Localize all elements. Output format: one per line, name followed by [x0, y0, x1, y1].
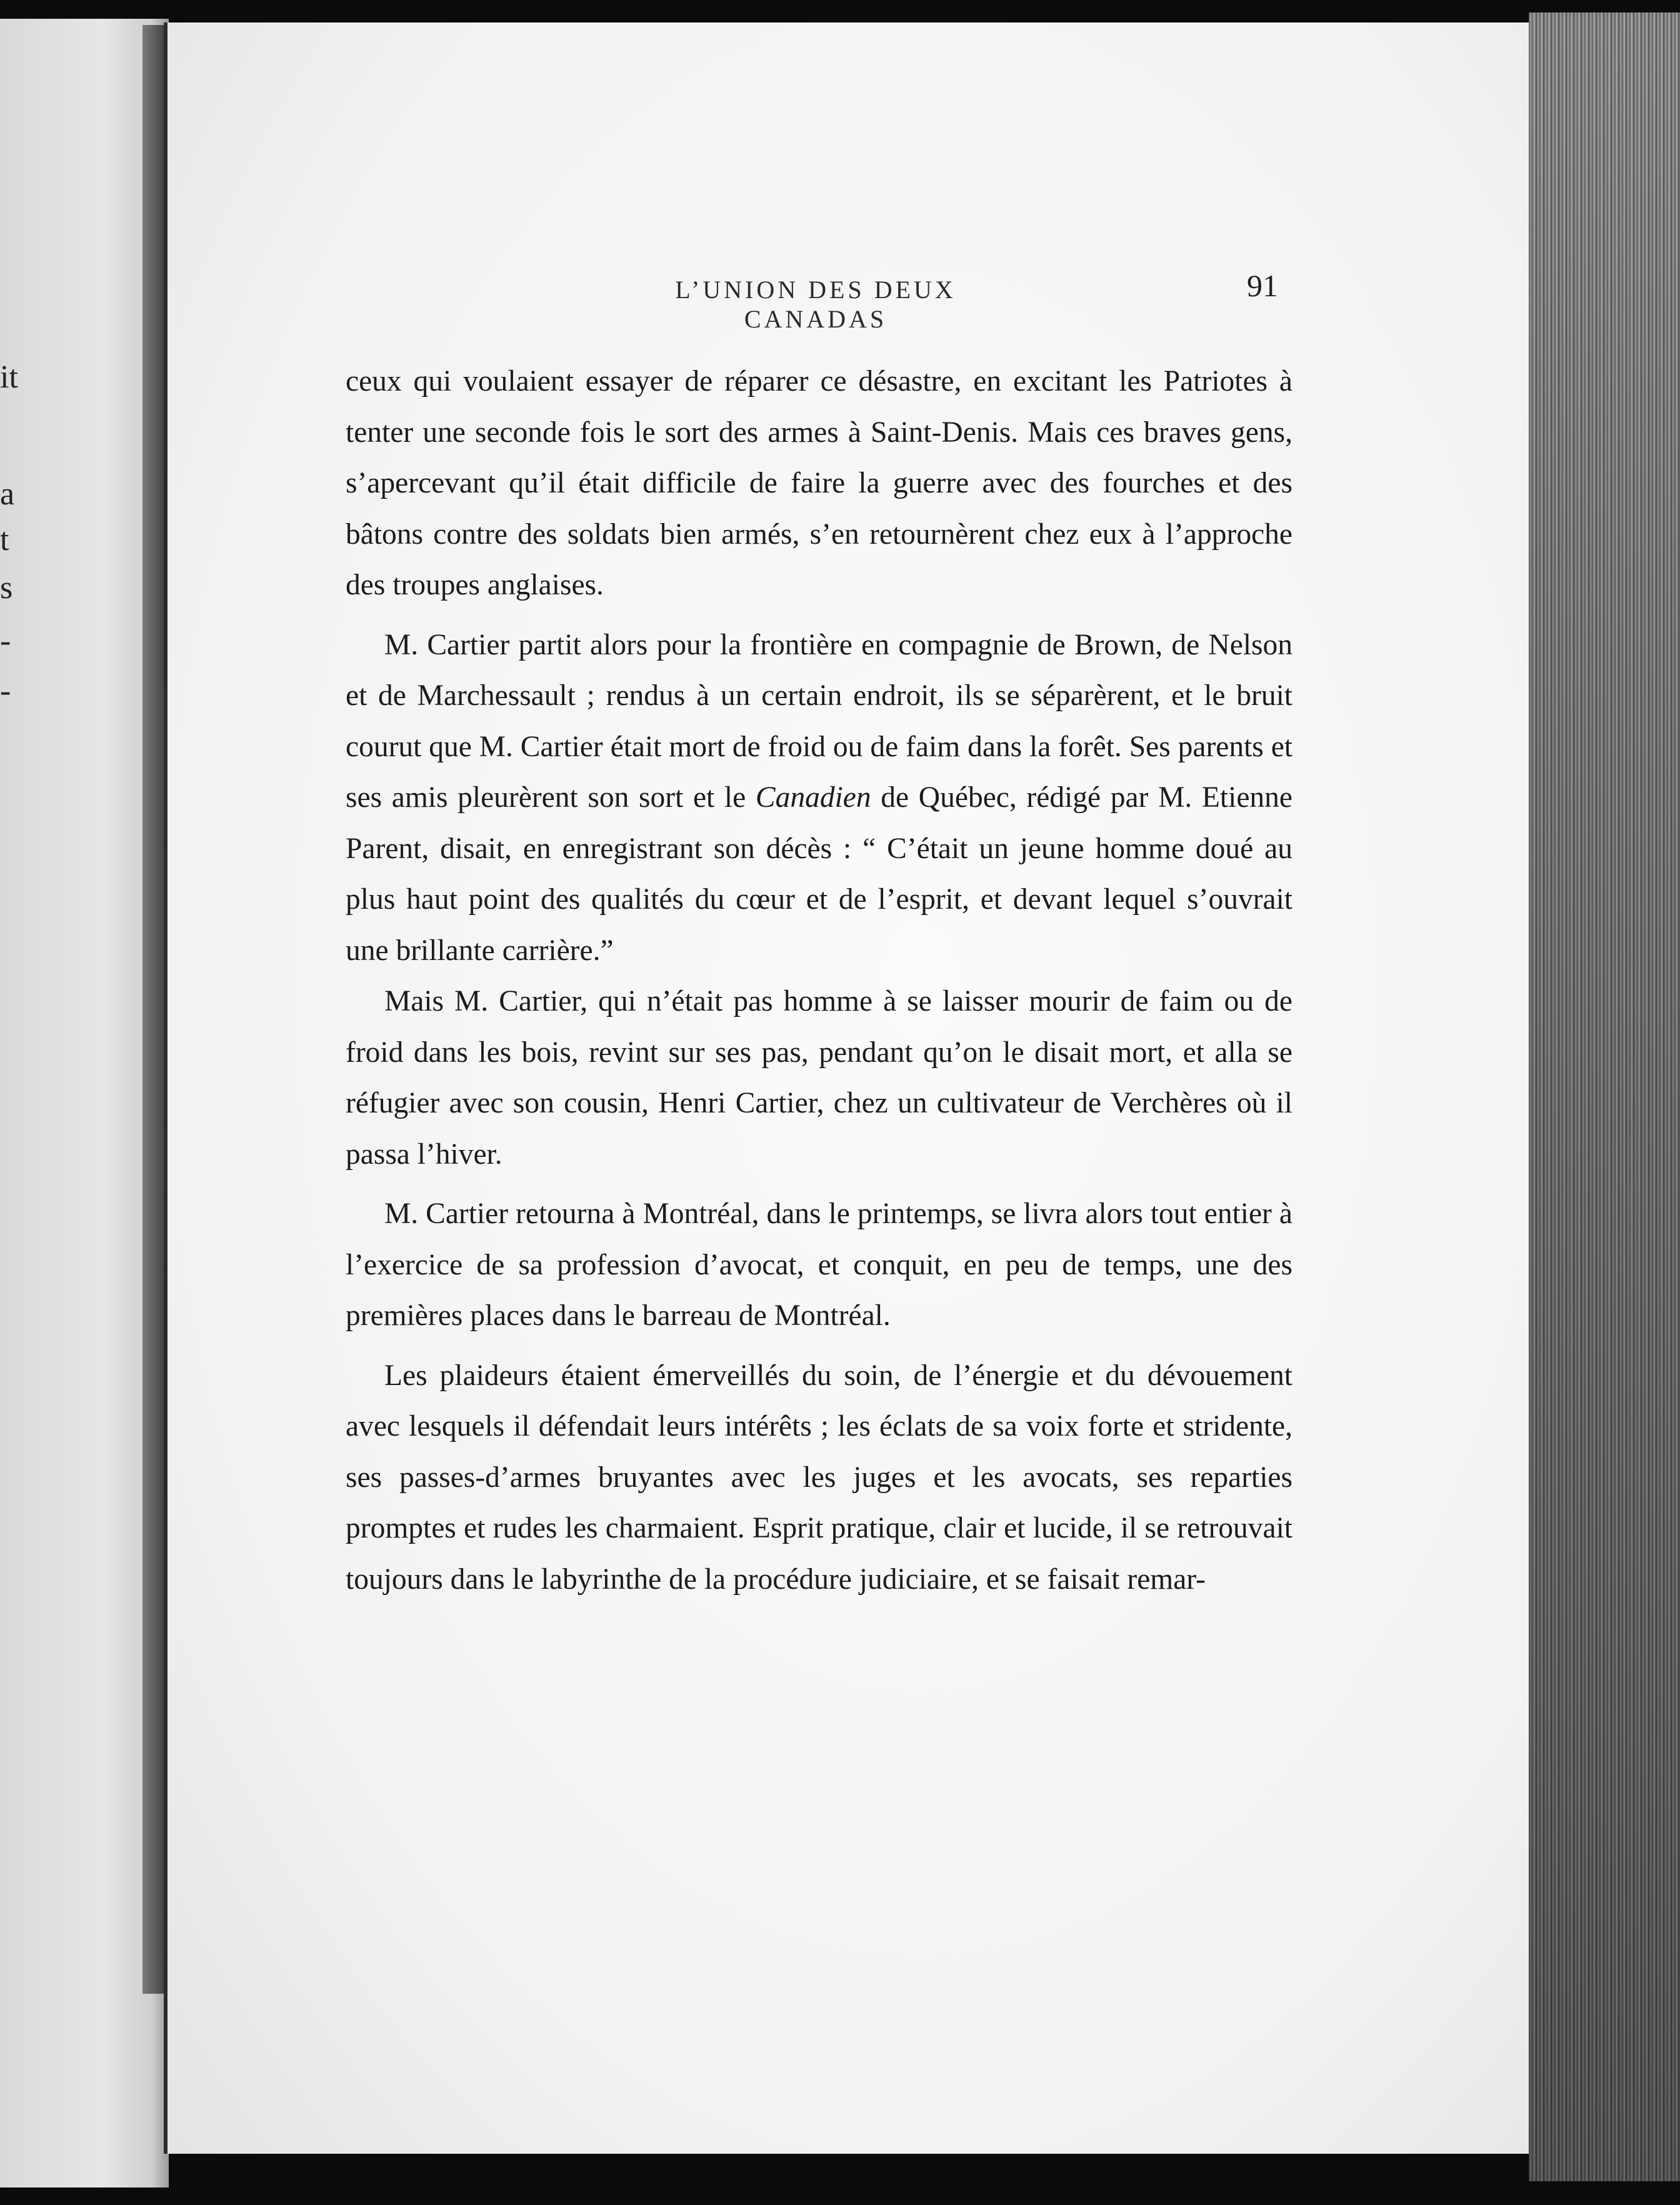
paragraph-text: de Québec, rédigé par M. Etienne Parent, disait, en enregistrant son décès : “ C’était un jeune homme doué au plus haut point des qualités du cœur et de l’esprit, et devant lequel s’ouvrait une brillante carrière.” — [346, 781, 1292, 967]
paragraph: Mais M. Cartier, qui n’était pas homme à se laisser mourir de faim ou de froid dans les bois, revint sur ses pas, pendant qu’on le disait mort, et alla se réfugier avec son cousin, Henri Cartier, chez un cultivateur de Verchères où il passa l’hiver. — [346, 985, 1292, 1171]
left-page-fragment: a — [0, 476, 15, 512]
left-page-fragment: s — [0, 570, 13, 606]
left-page-fragment: t — [0, 522, 9, 558]
running-head: L’UNION DES DEUX CANADAS — [675, 276, 956, 333]
body-text — [346, 356, 1292, 1605]
page-number: 91 — [1247, 268, 1278, 303]
paragraph: ceux qui voulaient essayer de réparer ce désastre, en excitant les Patriotes à tenter une seconde fois le sort des armes à Saint-Denis. Mais ces braves gens, s’apercevant qu’il était difficile de faire la guerre avec des fourches et des bâtons contre des soldats bien armés, s’en retournèrent chez eux à l’approche des troupes anglaises. — [346, 365, 1292, 601]
newspaper-title: Canadien — [755, 781, 871, 814]
paragraph: M. Cartier retourna à Montréal, dans le printemps, se livra alors tout entier à l’exercice de sa profession d’avocat, et conquit, en peu de temps, une des premières places dans le barreau de Montréal. — [346, 1198, 1292, 1332]
paragraph — [346, 620, 1292, 977]
page-fore-edge — [1529, 12, 1680, 2181]
paragraph: Les plaideurs étaient émerveillés du soin, de l’énergie et du dévouement avec lesquels il défendait leurs intérêts ; les éclats de sa voix forte et stridente, ses passes-d’armes bruyantes avec les juges et les avocats, ses reparties promptes et rudes les charmaient. Esprit pratique, clair et lucide, il se retrouvait toujours dans le labyrinthe de la procédure judiciaire, et se faisait remar- — [346, 1359, 1292, 1596]
left-page-fragment: it — [0, 359, 18, 395]
paragraph-text: M. Cartier partit alors pour la frontière en compagnie de Brown, de Nelson et de Marchessault ; rendus à un certain endroit, ils se séparèrent, et le bruit courut que M. Cartier était mort de froid ou de faim dans la forêt. Ses parents et ses amis pleurèrent son sort et le — [346, 628, 1292, 814]
left-page-fragment: - — [0, 623, 11, 659]
left-page-fragment: - — [0, 673, 11, 709]
